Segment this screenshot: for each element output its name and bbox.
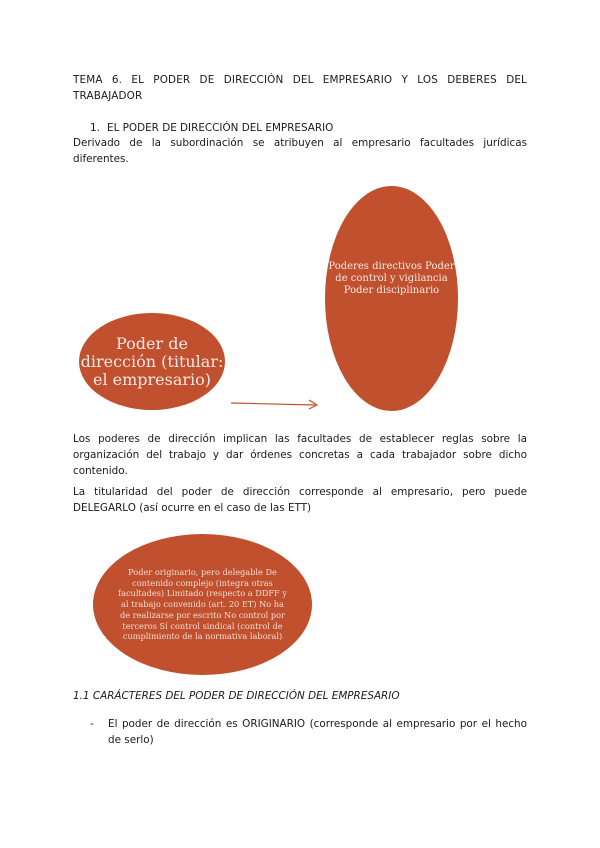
characteristics-oval-text: Poder originario, pero delegable De contenido complejo (integra otras facultades) Limitado (respecto a DDFF y al trabajo convenido (art. 20 ET) No ha de realizarse por escrito No control por terceros Sí control sindical (control de cumplimiento de la normativa laboral) bbox=[118, 566, 287, 642]
paragraph-ownership: La titularidad del poder de dirección corresponde al empresario, pero puede DELEGARLO (así ocurre en el caso de las ETT) bbox=[73, 486, 527, 514]
powers-oval-text: Poderes directivos Poder de control y vigilancia Poder disciplinario bbox=[328, 260, 455, 296]
arrow-right-icon bbox=[229, 397, 324, 411]
subsection-heading: 1.1 CARÁCTERES DEL PODER DE DIRECCIÓN DEL EMPRESARIO bbox=[73, 690, 400, 702]
direction-power-oval-text: Poder de dirección (titular: el empresario) bbox=[80, 333, 224, 389]
intro-paragraph: Derivado de la subordinación se atribuyen al empresario facultades jurídicas diferentes. bbox=[73, 137, 527, 165]
section-number: 1. bbox=[90, 122, 100, 134]
bullet-marker: - bbox=[90, 718, 94, 730]
document-title: TEMA 6. EL PODER DE DIRECCIÓN DEL EMPRESARIO Y LOS DEBERES DEL TRABAJADOR bbox=[73, 74, 527, 102]
powers-oval bbox=[325, 186, 458, 411]
section-heading bbox=[90, 121, 333, 135]
direction-power-oval bbox=[79, 313, 225, 410]
bullet-item: El poder de dirección es ORIGINARIO (corresponde al empresario por el hecho de serlo) bbox=[108, 718, 527, 746]
paragraph-direction-powers: Los poderes de dirección implican las facultades de establecer reglas sobre la organización del trabajo y dar órdenes concretas a cada trabajador sobre dicho contenido. bbox=[73, 433, 527, 477]
characteristics-oval bbox=[93, 534, 312, 675]
section-label: EL PODER DE DIRECCIÓN DEL EMPRESARIO bbox=[107, 122, 334, 134]
